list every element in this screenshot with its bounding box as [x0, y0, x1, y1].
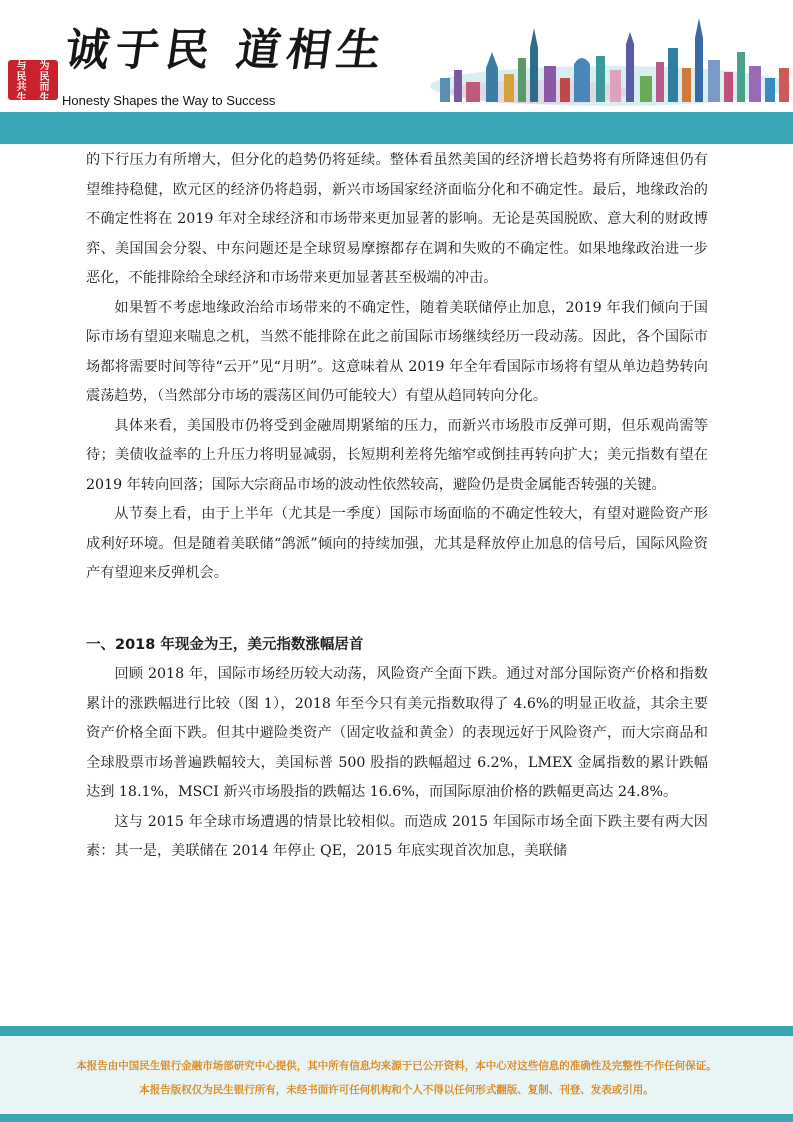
footer-disclaimer: [0, 1036, 793, 1114]
paragraph: 如果暂不考虑地缘政治给市场带来的不确定性，随着美联储停止加息，2019 年我们倾向于国际市场有望迎来喘息之机，当然不能排除在此之前国际市场继续经历一段动荡。因此，各个国际市场都将需要时间等待“云开”见“月明”。这意味着从 2019 年全年看国际市场将有望从单边趋势转向震荡趋势，（当然部分市场的震荡区间仍可能较大）有望从趋同转向分化。: [86, 299, 708, 404]
stamp-char: 而: [39, 82, 50, 93]
paragraph: 的下行压力有所增大，但分化的趋势仍将延续。整体看虽然美国的经济增长趋势将有所降速但仍有望维持稳健，欧元区的经济仍将趋弱，新兴市场国家经济面临分化和不确定性。最后，地缘政治的不确定性将在 2019 年对全球经济和市场带来更加显著的影响。无论是英国脱欧、意大利的财政博弈、美国国会分裂、中东问题还是全球贸易摩擦都存在调和失败的不确定性。如果地缘政治进一步恶化，不能排除给全球经济和市场带来更加显著甚至极端的冲击。: [86, 152, 708, 286]
paragraph: 具体来看，美国股市仍将受到金融周期紧缩的压力，而新兴市场股市反弹可期，但乐观尚需等待；美债收益率的上升压力将明显减弱，长短期利差将先缩窄或倒挂再转向扩大；美元指数有望在 2019 年转向回落；国际大宗商品市场的波动性依然较高，避险仍是贵金属能否转强的关键。: [86, 417, 708, 493]
stamp-char: 与: [16, 61, 27, 72]
stamp-char: 民: [16, 71, 27, 83]
brand-stamp-logo: [8, 60, 58, 104]
stamp-char: 民: [39, 71, 50, 83]
section-heading: 一、2018 年现金为王，美元指数涨幅居首: [86, 636, 364, 653]
paragraph: 从节奏上看，由于上半年（尤其是一季度）国际市场面临的不确定性较大，有望对避险资产形成利好环境。但是随着美联储“鸽派”倾向的持续加强，尤其是释放停止加息的信号后，国际风险资产有望迎来反弹机会。: [86, 506, 708, 581]
header-band: [0, 112, 793, 144]
paragraph: 这与 2015 年全球市场遭遇的情景比较相似。而造成 2015 年国际市场全面下跌主要有两大因素：其一是，美联储在 2014 年停止 QE，2015 年底实现首次加息，美联储: [86, 813, 708, 859]
paragraph: 回顾 2018 年，国际市场经历较大动荡，风险资产全面下跌。通过对部分国际资产价格和指数累计的涨跌幅进行比较（图 1），2018 年至今只有美元指数取得了 4.6%的明显正收益，其余主要资产价格全面下跌。但其中避险类资产（固定收益和黄金）的表现远好于风险资产，而大宗商品和全球股票市场普遍跌幅较大，美国标普 500 股指的跌幅超过 6.2%，LMEX 金属指数的累计跌幅达到 18.1%，MSCI 新兴市场股指的跌幅达 16.6%，而国际原油价格的跌幅更高达 24.8%。: [86, 666, 708, 800]
disclaimer-line: 本报告由中国民生银行金融市场部研究中心提供，其中所有信息均来源于已公开资料，本中心对这些信息的准确性及完整性不作任何保证。: [76, 1060, 717, 1072]
stamp-char: 生: [16, 92, 27, 104]
page-header: [0, 0, 793, 112]
copyright-line: 本报告版权仅为民生银行所有，未经书面许可任何机构和个人不得以任何形式翻版、复制、刊登、发表或引用。: [139, 1084, 654, 1096]
footer-band: [0, 1026, 793, 1122]
city-skyline-illustration: [420, 8, 793, 112]
stamp-char: 生: [39, 92, 50, 104]
header-slogan: 诚于民 道相生: [61, 25, 391, 76]
report-body: [86, 146, 708, 867]
stamp-char: 共: [16, 82, 27, 93]
stamp-char: 为: [39, 61, 50, 72]
header-subtitle: Honesty Shapes the Way to Success: [62, 93, 276, 108]
